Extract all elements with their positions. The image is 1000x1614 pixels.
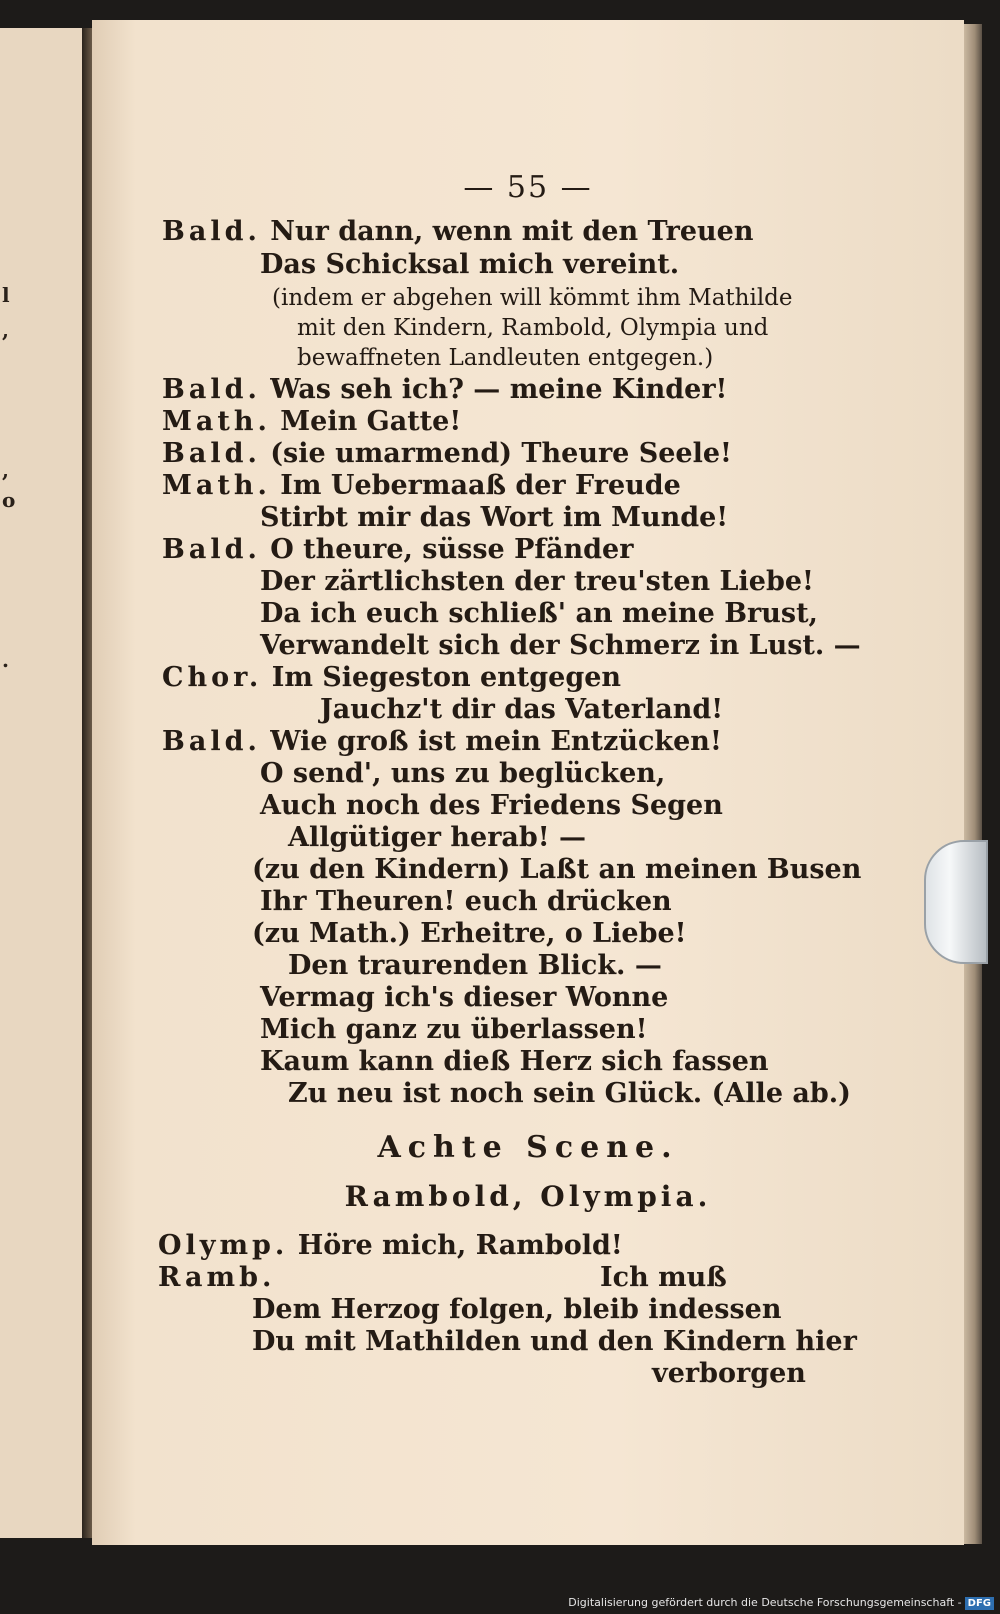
speaker-label: Bald. <box>162 438 261 469</box>
verse-line: Auch noch des Friedens Segen <box>260 790 723 821</box>
verse-line: Jauchz't dir das Vaterland! <box>320 694 724 725</box>
verse-line: (zu Math.) Erheitre, o Liebe! <box>252 918 687 949</box>
stage-direction: (indem er abgehen will kömmt ihm Mathilde <box>272 285 793 311</box>
paper-clip <box>924 840 988 964</box>
verse-text: Nur dann, wenn mit den Treuen <box>270 216 754 247</box>
verse-line <box>158 1230 623 1262</box>
book-gutter <box>82 28 92 1538</box>
verse-line <box>162 470 681 502</box>
speaker-label: Bald. <box>162 534 261 565</box>
speaker-label: Math. <box>162 470 271 501</box>
verse-text: Wie groß ist mein Entzücken! <box>270 726 722 757</box>
speaker-label: Chor. <box>162 662 263 693</box>
dfg-logo: DFG <box>965 1597 994 1610</box>
verse-line: Das Schicksal mich vereint. <box>260 249 680 280</box>
speaker-label <box>158 1262 275 1294</box>
speaker-label: Bald. <box>162 216 261 247</box>
speaker-label: Bald. <box>162 726 261 757</box>
verse-line: Vermag ich's dieser Wonne <box>260 982 669 1013</box>
stage-direction: mit den Kindern, Rambold, Olympia und <box>297 315 769 341</box>
left-page-fragment: . <box>2 648 9 672</box>
verse-line: Mich ganz zu überlassen! <box>260 1014 648 1045</box>
verse-line <box>162 726 722 758</box>
verse-text: Höre mich, Rambold! <box>297 1230 623 1261</box>
digitization-credit <box>568 1596 994 1610</box>
verse-line <box>162 374 727 406</box>
speaker-label: Math. <box>162 406 271 437</box>
left-page-fragment: l <box>2 283 10 307</box>
verse-line: Da ich euch schließ' an meine Brust, <box>260 598 818 629</box>
verse-line <box>162 406 461 438</box>
verse-line: Du mit Mathilden und den Kindern hier <box>252 1326 857 1357</box>
verse-line: Der zärtlichsten der treu'sten Liebe! <box>260 566 814 597</box>
page-stack-edge <box>964 24 982 1544</box>
verse-line <box>162 662 621 694</box>
verse-line: Ihr Theuren! euch drücken <box>260 886 672 917</box>
verse-line: Zu neu ist noch sein Glück. (Alle ab.) <box>288 1078 851 1109</box>
verse-text: Im Uebermaaß der Freude <box>280 470 681 501</box>
verse-line: (zu den Kindern) Laßt an meinen Busen <box>252 854 862 885</box>
left-page-fragment: , <box>2 318 9 342</box>
scene-heading: Achte Scene. <box>377 1130 679 1165</box>
page-number: — 55 — <box>463 170 593 205</box>
verse-line: Den traurenden Blick. — <box>288 950 662 981</box>
left-page-fragment: , <box>2 458 9 482</box>
verse-line: Verwandelt sich der Schmerz in Lust. — <box>260 630 861 661</box>
verse-text: (sie umarmend) Theure Seele! <box>270 438 732 469</box>
speaker-label: Olymp. <box>158 1230 289 1261</box>
verse-line: Allgütiger herab! — <box>288 822 587 853</box>
verse-line: Stirbt mir das Wort im Munde! <box>260 502 729 533</box>
catchword: verborgen <box>652 1358 806 1389</box>
verse-text: O theure, süsse Pfänder <box>270 534 634 565</box>
credit-text: Digitalisierung gefördert durch die Deutsche Forschungsgemeinschaft - <box>568 1596 962 1609</box>
verse-line: O send', uns zu beglücken, <box>260 758 666 789</box>
verse-line <box>162 534 633 566</box>
verse-text: Mein Gatte! <box>280 406 462 437</box>
verse-text: Was seh ich? — meine Kinder! <box>270 374 728 405</box>
verse-line <box>162 216 753 248</box>
stage-direction: bewaffneten Landleuten entgegen.) <box>297 345 714 371</box>
book-page <box>92 20 964 1545</box>
facing-page-edge <box>0 28 85 1538</box>
verse-line: Dem Herzog folgen, bleib indessen <box>252 1294 782 1325</box>
left-page-fragment: o <box>2 488 16 512</box>
verse-line <box>162 438 732 470</box>
speaker-label-text: Ramb. <box>158 1262 276 1293</box>
verse-text: Im Siegeston entgegen <box>271 662 622 693</box>
verse-line: Kaum kann dieß Herz sich fassen <box>260 1046 769 1077</box>
scene-characters: Rambold, Olympia. <box>344 1180 712 1213</box>
speaker-label: Bald. <box>162 374 261 405</box>
verse-line: Ich muß <box>600 1262 727 1293</box>
